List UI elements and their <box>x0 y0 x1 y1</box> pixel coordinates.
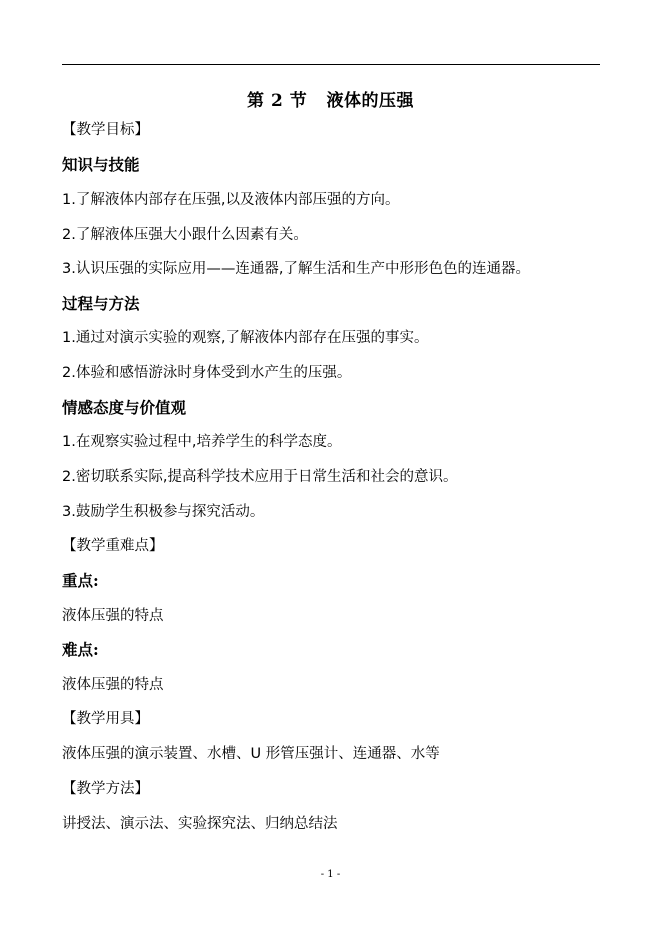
paragraph: 1.在观察实验过程中,培养学生的科学态度。 <box>62 434 342 450</box>
paragraph: 液体压强的特点 <box>62 608 164 624</box>
page-title: 第 2 节 液体的压强 <box>247 91 414 111</box>
heading-difficult-point: 难点: <box>62 640 99 659</box>
heading-key-point: 重点: <box>62 571 99 590</box>
paragraph: 1.了解液体内部存在压强,以及液体内部压强的方向。 <box>62 192 400 208</box>
page-number: - 1 - <box>320 869 341 880</box>
heading-process-methods: 过程与方法 <box>62 294 140 313</box>
paragraph: 2.了解液体压强大小跟什么因素有关。 <box>62 227 308 243</box>
paragraph: 3.鼓励学生积极参与探究活动。 <box>62 504 265 520</box>
paragraph: 2.密切联系实际,提高科学技术应用于日常生活和社会的意识。 <box>62 469 458 485</box>
paragraph: 3.认识压强的实际应用——连通器,了解生活和生产中形形色色的连通器。 <box>62 261 530 277</box>
paragraph: 液体压强的演示装置、水槽、U 形管压强计、连通器、水等 <box>62 746 440 762</box>
paragraph: 2.体验和感悟游泳时身体受到水产生的压强。 <box>62 365 352 381</box>
paragraph: 讲授法、演示法、实验探究法、归纳总结法 <box>62 816 338 832</box>
section-label-teaching-tools: 【教学用具】 <box>62 711 149 727</box>
header-rule <box>62 64 600 65</box>
heading-emotion-values: 情感态度与价值观 <box>62 398 187 417</box>
section-label-key-difficult-points: 【教学重难点】 <box>62 538 164 554</box>
heading-knowledge-skills: 知识与技能 <box>62 155 140 174</box>
paragraph: 1.通过对演示实验的观察,了解液体内部存在压强的事实。 <box>62 330 429 346</box>
section-label-teaching-goals: 【教学目标】 <box>62 122 149 138</box>
section-label-teaching-methods: 【教学方法】 <box>62 781 149 797</box>
paragraph: 液体压强的特点 <box>62 677 164 693</box>
